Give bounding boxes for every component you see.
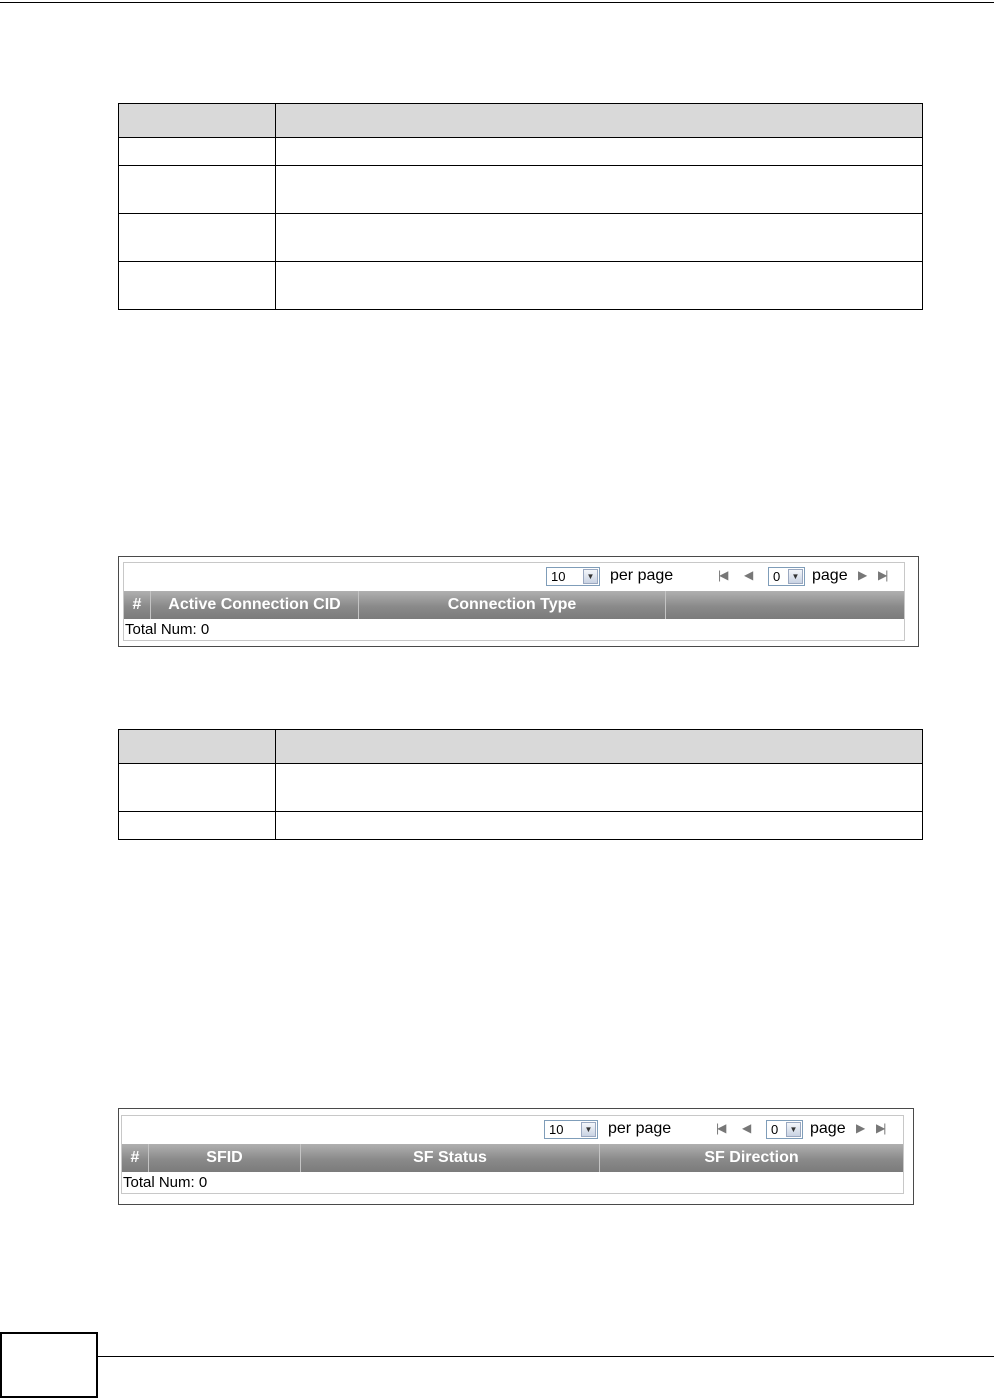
column-header-number[interactable]: # <box>122 1144 149 1172</box>
column-header-sf-direction[interactable]: SF Direction <box>704 1149 799 1166</box>
total-count: Total Num: 0 <box>125 621 210 638</box>
previous-page-icon[interactable]: ◀ <box>742 1121 750 1135</box>
column-header-number[interactable]: # <box>124 591 151 619</box>
page-select[interactable] <box>768 567 805 586</box>
per-page-select[interactable] <box>544 1120 598 1139</box>
table-header-cell <box>276 104 923 138</box>
header-rule <box>0 2 994 3</box>
table-row <box>119 214 923 262</box>
table-row <box>119 138 923 166</box>
table-header-row <box>119 730 923 764</box>
table-row <box>119 166 923 214</box>
table-header-cell <box>119 730 276 764</box>
table-header-row <box>119 104 923 138</box>
table-row <box>119 812 923 840</box>
last-page-icon[interactable]: ▶| <box>876 1121 885 1135</box>
column-header-sf-status[interactable]: SF Status <box>301 1144 600 1172</box>
label-description-table-1 <box>118 103 923 310</box>
chevron-down-icon: ▼ <box>786 1122 801 1137</box>
active-connections-screen <box>118 556 919 647</box>
table-row <box>119 764 923 812</box>
page-value: 0 <box>773 569 781 584</box>
page-select[interactable] <box>766 1120 803 1139</box>
last-page-icon[interactable]: ▶| <box>878 568 887 582</box>
column-header-active-connection-cid[interactable]: Active Connection CID <box>151 591 359 619</box>
service-flows-panel <box>121 1115 904 1194</box>
first-page-icon[interactable]: |◀ <box>718 568 727 582</box>
chevron-down-icon: ▼ <box>583 569 598 584</box>
per-page-label: per page <box>610 567 674 584</box>
service-flows-screen <box>118 1108 914 1205</box>
chevron-down-icon: ▼ <box>581 1122 596 1137</box>
table-header-cell <box>119 104 276 138</box>
page-value: 0 <box>771 1122 779 1137</box>
per-page-value: 10 <box>549 1122 564 1137</box>
total-count: Total Num: 0 <box>123 1174 208 1191</box>
per-page-label: per page <box>608 1120 672 1137</box>
table-header-cell <box>276 730 923 764</box>
pagination-bar <box>124 563 904 591</box>
chevron-down-icon: ▼ <box>788 569 803 584</box>
first-page-icon[interactable]: |◀ <box>716 1121 725 1135</box>
table-row <box>119 262 923 310</box>
next-page-icon[interactable]: ▶ <box>858 568 866 582</box>
page-label: page <box>812 567 848 584</box>
next-page-icon[interactable]: ▶ <box>856 1121 864 1135</box>
column-header-connection-type[interactable]: Connection Type <box>359 591 666 619</box>
column-header-empty <box>666 591 904 619</box>
label-description-table-2 <box>118 729 923 840</box>
active-connections-panel <box>123 562 905 641</box>
footer-rule <box>97 1356 994 1357</box>
per-page-value: 10 <box>551 569 566 584</box>
table-header-bar <box>122 1144 903 1172</box>
per-page-select[interactable] <box>546 567 600 586</box>
page-number-box <box>0 1332 98 1398</box>
pagination-bar <box>122 1116 903 1144</box>
page-label: page <box>810 1120 846 1137</box>
column-header-sfid[interactable]: SFID <box>149 1144 301 1172</box>
table-header-bar <box>124 591 904 619</box>
previous-page-icon[interactable]: ◀ <box>744 568 752 582</box>
